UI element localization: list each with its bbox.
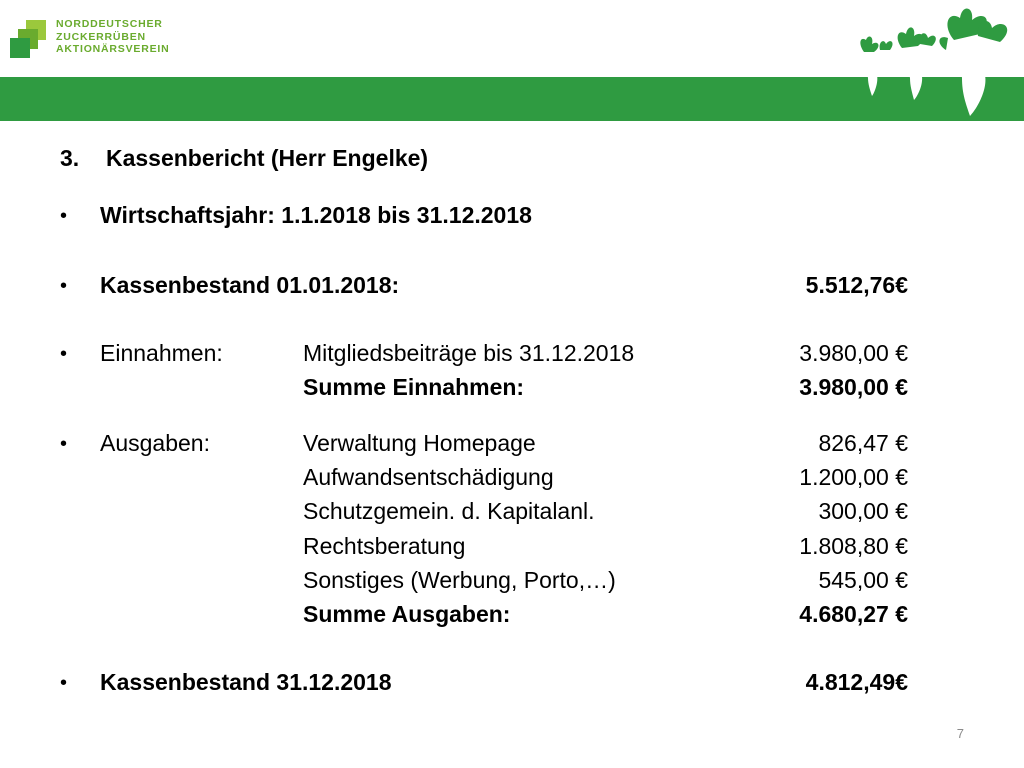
expense-sum-desc: Summe Ausgaben: xyxy=(303,601,511,627)
expense-item-desc: Aufwandsentschädigung xyxy=(303,464,554,490)
expense-item-value: 545,00 € xyxy=(818,567,908,593)
expense-item-value: 1.808,80 € xyxy=(799,533,908,559)
opening-balance-label: Kassenbestand 01.01.2018: xyxy=(100,272,400,298)
income-label: Einnahmen: xyxy=(100,340,223,366)
logo-line-2: ZUCKERRÜBEN xyxy=(56,30,146,43)
expense-item-desc: Sonstiges (Werbung, Porto,…) xyxy=(303,567,616,593)
heading-text: Kassenbericht (Herr Engelke) xyxy=(105,145,429,171)
page-number: 7 xyxy=(956,726,964,741)
expenses-label: Ausgaben: xyxy=(100,430,210,456)
income-sum-value: 3.980,00 € xyxy=(799,374,908,400)
bullet-icon: • xyxy=(60,433,68,455)
opening-balance-value: 5.512,76€ xyxy=(805,272,908,298)
bullet-icon: • xyxy=(60,205,68,227)
bullet-icon: • xyxy=(60,343,68,365)
income-sum-desc: Summe Einnahmen: xyxy=(303,374,525,400)
closing-balance-value: 4.812,49€ xyxy=(805,669,908,695)
logo-line-1: NORDDEUTSCHER xyxy=(56,18,163,30)
bullet-icon: • xyxy=(60,672,68,694)
expense-item-value: 300,00 € xyxy=(818,498,908,524)
heading-number: 3. xyxy=(60,145,80,171)
expense-item-value: 1.200,00 € xyxy=(799,464,908,490)
slide-heading xyxy=(60,145,428,172)
fiscal-year-text: Wirtschaftsjahr: 1.1.2018 bis 31.12.2018 xyxy=(100,202,532,228)
expense-sum-value: 4.680,27 € xyxy=(799,601,908,627)
expense-item-desc: Schutzgemein. d. Kapitalanl. xyxy=(303,498,595,524)
expense-item-desc: Rechtsberatung xyxy=(303,533,466,559)
bullet-icon: • xyxy=(60,275,68,297)
logo-line-3: AKTIONÄRSVEREIN xyxy=(56,43,170,55)
expense-item-desc: Verwaltung Homepage xyxy=(303,430,536,456)
closing-balance-label: Kassenbestand 31.12.2018 xyxy=(100,669,392,695)
income-item-desc: Mitgliedsbeiträge bis 31.12.2018 xyxy=(303,340,635,366)
expense-item-value: 826,47 € xyxy=(818,430,908,456)
income-item-value: 3.980,00 € xyxy=(799,340,908,366)
